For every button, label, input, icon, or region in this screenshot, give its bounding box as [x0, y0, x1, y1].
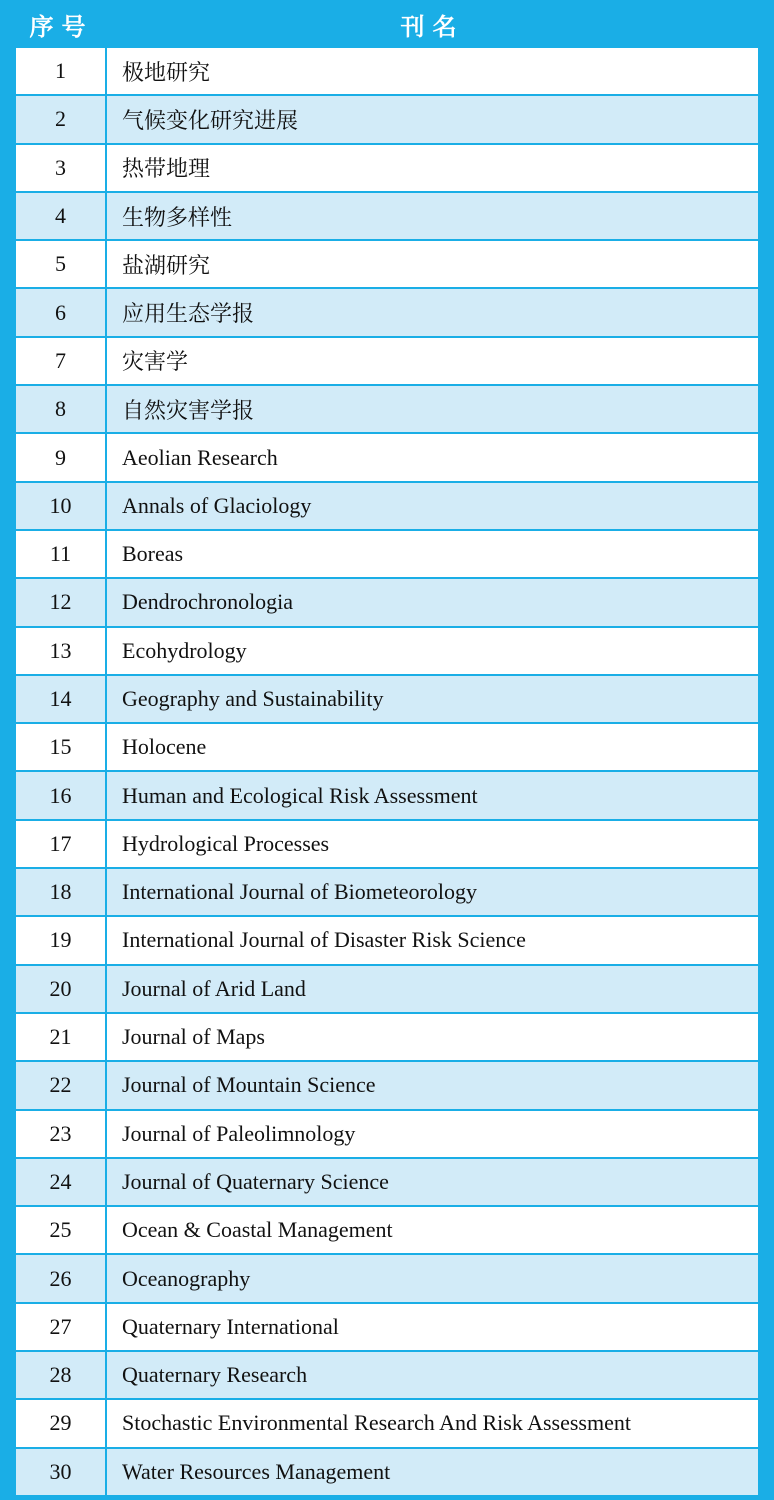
journal-title: Quaternary International — [122, 1313, 339, 1339]
journal-title: Journal of Maps — [122, 1024, 265, 1050]
table-row — [16, 483, 758, 531]
journal-title: Oceanography — [122, 1265, 251, 1291]
row-number: 24 — [16, 1159, 107, 1205]
journal-title: Journal of Quaternary Science — [122, 1168, 389, 1194]
row-number: 17 — [16, 821, 107, 867]
row-number: 21 — [16, 1014, 107, 1060]
table-row — [16, 289, 758, 337]
table-row — [16, 724, 758, 772]
table-row — [16, 1400, 758, 1448]
row-number: 2 — [16, 96, 107, 142]
row-number: 19 — [16, 917, 107, 963]
table-row — [16, 1207, 758, 1255]
table-row — [16, 145, 758, 193]
journal-title: Journal of Arid Land — [122, 975, 306, 1001]
table-row — [16, 676, 758, 724]
row-number: 14 — [16, 676, 107, 722]
row-number: 20 — [16, 966, 107, 1012]
journal-title: Quaternary Research — [122, 1362, 308, 1388]
journal-title: Ecohydrology — [122, 637, 247, 663]
row-number: 1 — [16, 48, 107, 94]
table-row — [16, 772, 758, 820]
table-row — [16, 917, 758, 965]
journal-title: Journal of Paleolimnology — [122, 1120, 356, 1146]
journal-title: International Journal of Biometeorology — [122, 879, 477, 905]
row-number: 13 — [16, 628, 107, 674]
journal-title: Ocean & Coastal Management — [122, 1217, 393, 1243]
journal-title: Boreas — [122, 541, 184, 567]
row-number: 9 — [16, 434, 107, 480]
row-number: 12 — [16, 579, 107, 625]
row-number: 25 — [16, 1207, 107, 1253]
table-row — [16, 531, 758, 579]
journal-title: 应用生态学报 — [122, 301, 255, 327]
table-row — [16, 434, 758, 482]
table-row — [16, 579, 758, 627]
table-row — [16, 1304, 758, 1352]
table-row — [16, 821, 758, 869]
row-number: 3 — [16, 145, 107, 191]
journal-title: 灾害学 — [122, 349, 189, 375]
table-header — [16, 0, 758, 48]
journal-title: International Journal of Disaster Risk Science — [122, 927, 526, 953]
journal-title: Geography and Sustainability — [122, 686, 384, 711]
row-number: 30 — [16, 1449, 107, 1495]
table-row — [16, 1255, 758, 1303]
row-number: 10 — [16, 483, 107, 529]
journal-title: Stochastic Environmental Research And Risk Assessment — [122, 1410, 631, 1436]
row-number: 28 — [16, 1352, 107, 1398]
row-number: 23 — [16, 1111, 107, 1157]
table-row — [16, 1014, 758, 1062]
row-number: 4 — [16, 193, 107, 239]
table-row — [16, 1159, 758, 1207]
journal-title: Annals of Glaciology — [122, 492, 312, 518]
table-row — [16, 869, 758, 917]
row-number: 15 — [16, 724, 107, 770]
journal-title: Dendrochronologia — [122, 589, 294, 615]
journal-title: 热带地理 — [122, 156, 211, 182]
row-number: 6 — [16, 289, 107, 335]
row-number: 29 — [16, 1400, 107, 1446]
table-row — [16, 1062, 758, 1110]
journal-title: 极地研究 — [122, 59, 211, 85]
table-row — [16, 193, 758, 241]
table-row — [16, 1449, 758, 1497]
journal-title: Hydrological Processes — [122, 830, 330, 856]
table-row — [16, 1352, 758, 1400]
row-number: 18 — [16, 869, 107, 915]
table-row — [16, 48, 758, 96]
journal-title: 气候变化研究进展 — [122, 107, 299, 133]
table-row — [16, 386, 758, 434]
journal-title: Aeolian Research — [122, 444, 278, 470]
row-number: 11 — [16, 531, 107, 577]
row-number: 26 — [16, 1255, 107, 1301]
table-row — [16, 96, 758, 144]
table-row — [16, 628, 758, 676]
journal-table-body — [16, 48, 758, 1497]
journal-title: 自然灾害学报 — [122, 397, 255, 423]
row-number: 8 — [16, 386, 107, 432]
journal-title: Journal of Mountain Science — [122, 1072, 376, 1098]
table-row — [16, 1111, 758, 1159]
journal-title: Holocene — [122, 734, 207, 760]
table-row — [16, 338, 758, 386]
table-row — [16, 241, 758, 289]
header-number: 序号 — [29, 12, 94, 41]
row-number: 22 — [16, 1062, 107, 1108]
journal-title: Water Resources Management — [122, 1458, 391, 1484]
row-number: 16 — [16, 772, 107, 818]
table-row — [16, 966, 758, 1014]
header-journal-title: 刊名 — [400, 12, 465, 41]
row-number: 5 — [16, 241, 107, 287]
journal-title: 生物多样性 — [122, 204, 233, 230]
journal-title: Human and Ecological Risk Assessment — [122, 782, 478, 808]
journal-title: 盐湖研究 — [122, 252, 211, 278]
row-number: 27 — [16, 1304, 107, 1350]
row-number: 7 — [16, 338, 107, 384]
